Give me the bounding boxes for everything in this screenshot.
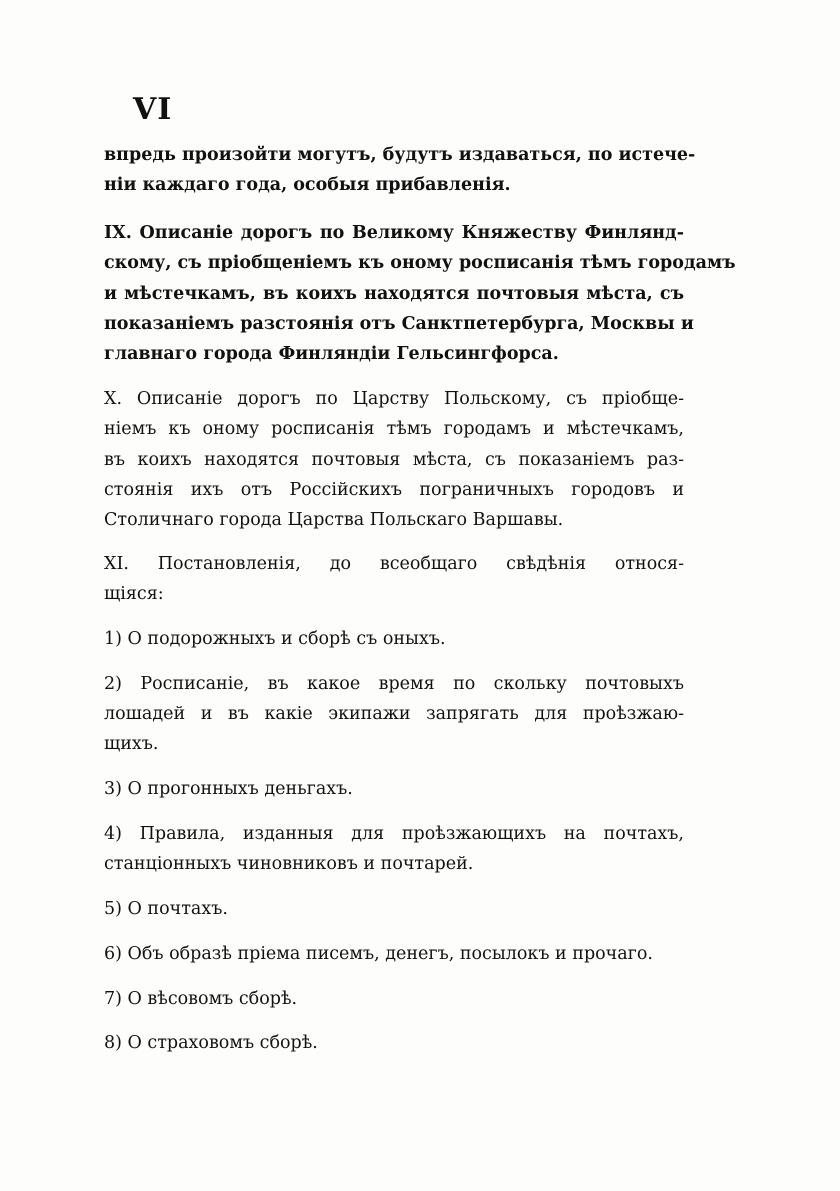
text-line: скому, съ пріобщеніемъ къ оному росписанія тѣмъ городамъ [104, 253, 736, 273]
list-item: 5) О почтахъ. [104, 899, 228, 919]
list-item: 4) Правила, изданныя для проѣзжающихъ на почтахъ, [104, 824, 684, 844]
text-line: и мѣстечкамъ, въ коихъ находятся почтовыя мѣста, съ [104, 284, 684, 304]
list-item: станціонныхъ чиновниковъ и почтарей. [104, 854, 474, 874]
list-item: лошадей и въ какіе экипажи запрягать для проѣзжаю- [104, 704, 684, 724]
list-item: 2) Росписаніе, въ какое время по скольку почтовыхъ [104, 674, 684, 694]
text-line: впредь произойти могутъ, будутъ издаваться, по истече- [104, 145, 696, 165]
list-item: 7) О вѣсовомъ сборѣ. [104, 989, 298, 1009]
list-item: 8) О страховомъ сборѣ. [104, 1033, 318, 1053]
text-line: въ коихъ находятся почтовыя мѣста, съ показаніемъ раз- [104, 450, 684, 470]
list-item: 3) О прогонныхъ деньгахъ. [104, 779, 353, 799]
text-line: XI. Постановленія, до всеобщаго свѣдѣнія относя- [104, 554, 684, 574]
text-line: Столичнаго города Царства Польскаго Варшавы. [104, 510, 564, 530]
list-item: щихъ. [104, 734, 159, 754]
text-line: ніи каждаго года, особыя прибавленія. [104, 175, 511, 195]
text-line: стоянія ихъ отъ Россійскихъ пограничныхъ городовъ и [104, 480, 684, 500]
text-line: IX. Описаніе дорогъ по Великому Княжеству Финлянд- [104, 223, 684, 243]
text-line: щіяся: [104, 584, 164, 604]
page-number: VI [133, 92, 173, 127]
list-item: 6) Объ образѣ пріема писемъ, денегъ, посылокъ и прочаго. [104, 944, 653, 964]
text-line: показаніемъ разстоянія отъ Санктпетербурга, Москвы и [104, 314, 694, 334]
text-line: главнаго города Финляндіи Гельсингфорса. [104, 344, 559, 364]
list-item: 1) О подорожныхъ и сборѣ съ оныхъ. [104, 629, 446, 649]
text-line: X. Описаніе дорогъ по Царству Польскому, съ пріобще- [104, 389, 684, 409]
text-line: ніемъ къ оному росписанія тѣмъ городамъ и мѣстечкамъ, [104, 419, 684, 439]
